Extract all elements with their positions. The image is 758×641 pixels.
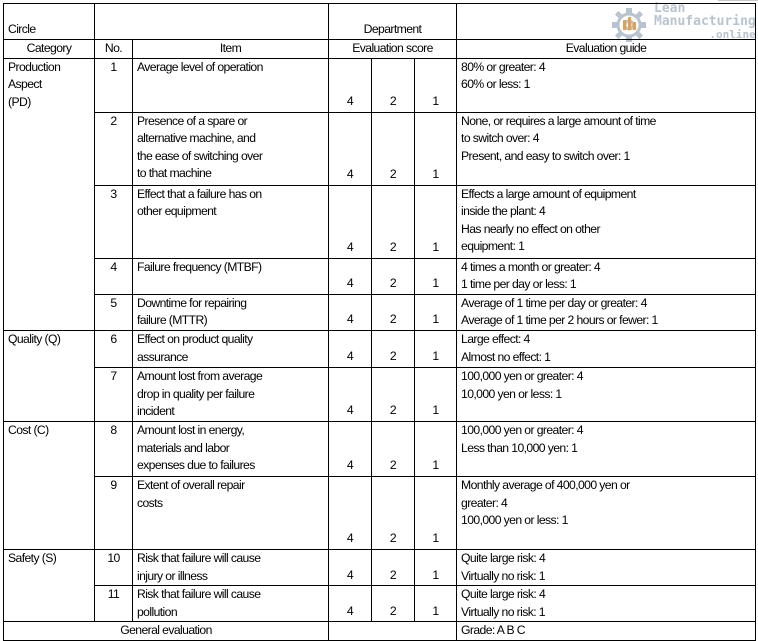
category-label: Safety (S) xyxy=(8,550,57,565)
score-value: 4 xyxy=(346,312,354,327)
item-text-cell xyxy=(133,476,329,549)
score-value: 2 xyxy=(389,458,397,473)
score-value: 2 xyxy=(389,94,397,108)
score-cell xyxy=(372,549,415,585)
score-cell xyxy=(372,185,415,258)
score-cell xyxy=(372,476,415,549)
score-value: 1 xyxy=(432,240,439,254)
guide-text-cell xyxy=(457,258,756,294)
item-text-cell xyxy=(133,294,329,330)
header-evaluation-score xyxy=(329,40,457,59)
header-department xyxy=(329,4,457,40)
guide-text: None, or requires a large amount of time to switch over: 4 Present, and easy to switch over: 1 xyxy=(461,113,656,163)
score-value: 4 xyxy=(346,349,354,364)
score-cell xyxy=(329,476,372,549)
score-value: 2 xyxy=(389,403,397,418)
score-cell xyxy=(329,330,372,367)
score-cell xyxy=(415,476,457,549)
row-number: 3 xyxy=(110,186,117,201)
score-cell xyxy=(415,112,457,185)
item-text-cell xyxy=(133,258,329,294)
row-number: 6 xyxy=(110,331,117,346)
score-cell xyxy=(372,586,415,622)
category-label: Cost (C) xyxy=(8,422,49,437)
row-number-cell xyxy=(95,549,133,585)
row-number: 7 xyxy=(110,368,117,383)
category-label: Quality (Q) xyxy=(8,331,61,346)
table-row xyxy=(4,421,756,476)
table-row xyxy=(4,185,756,258)
score-value: 1 xyxy=(432,312,439,327)
logo-line-3: .online xyxy=(709,28,756,41)
score-value: 2 xyxy=(389,603,397,618)
score-cell xyxy=(415,258,457,294)
score-cell xyxy=(415,330,457,367)
table-row xyxy=(4,112,756,185)
header-circle xyxy=(4,4,95,40)
score-cell xyxy=(372,421,415,476)
guide-text-cell xyxy=(457,185,756,258)
guide-text: 100,000 yen or greater: 4 10,000 yen or less: 1 xyxy=(461,368,583,401)
item-text-cell xyxy=(133,549,329,585)
score-cell xyxy=(415,367,457,421)
score-cell xyxy=(329,367,372,421)
item-text-cell xyxy=(133,421,329,476)
guide-text-cell xyxy=(457,58,756,112)
row-number-cell xyxy=(95,586,133,622)
header-no xyxy=(95,40,133,59)
score-value: 2 xyxy=(389,240,397,254)
score-value: 4 xyxy=(346,403,354,418)
category-cell xyxy=(4,58,95,330)
row-number: 11 xyxy=(107,587,120,602)
guide-text-cell xyxy=(457,367,756,421)
score-cell xyxy=(372,294,415,330)
header-blank xyxy=(95,4,329,40)
score-value: 1 xyxy=(432,94,439,108)
logo-line-2: Manufacturing xyxy=(654,14,756,29)
item-text: Amount lost in energy, materials and labor expenses due to failures xyxy=(137,422,255,473)
grade-cell xyxy=(457,622,756,641)
category-label: Production Aspect (PD) xyxy=(8,59,61,109)
header-no-label: No. xyxy=(104,41,123,55)
score-value: 2 xyxy=(389,531,397,546)
score-cell xyxy=(329,58,372,112)
category-cell xyxy=(4,330,95,421)
header-category-label: Category xyxy=(26,41,72,55)
score-cell xyxy=(372,58,415,112)
guide-text: 80% or greater: 4 60% or less: 1 xyxy=(461,59,545,92)
row-number-cell xyxy=(95,330,133,367)
score-cell xyxy=(415,294,457,330)
row-number-cell xyxy=(95,294,133,330)
table-row xyxy=(4,586,756,622)
guide-text: 4 times a month or greater: 4 1 time per day or less: 1 xyxy=(461,259,601,292)
score-cell xyxy=(372,367,415,421)
score-value: 4 xyxy=(346,167,354,181)
score-value: 2 xyxy=(389,349,397,364)
table-row xyxy=(4,258,756,294)
score-cell xyxy=(329,112,372,185)
score-value: 4 xyxy=(346,531,354,546)
guide-text-cell xyxy=(457,112,756,185)
guide-text: Monthly average of 400,000 yen or greater: 4 100,000 yen or less: 1 xyxy=(461,477,630,528)
header-row-bottom xyxy=(4,40,756,59)
guide-text-cell xyxy=(457,294,756,330)
table-row xyxy=(4,58,756,112)
score-cell xyxy=(329,586,372,622)
score-cell xyxy=(372,330,415,367)
score-cell xyxy=(415,185,457,258)
item-text: Average level of operation xyxy=(137,59,263,74)
item-text-cell xyxy=(133,330,329,367)
table-row xyxy=(4,476,756,549)
score-cell xyxy=(415,58,457,112)
guide-text-cell xyxy=(457,586,756,622)
score-value: 1 xyxy=(432,603,439,618)
table-row xyxy=(4,330,756,367)
header-row-top xyxy=(4,4,756,40)
score-value: 4 xyxy=(346,567,354,582)
guide-text: 100,000 yen or greater: 4 Less than 10,000 yen: 1 xyxy=(461,422,583,455)
guide-text: Effects a large amount of equipment inside the plant: 4 Has nearly no effect on other equipment: 1 xyxy=(461,186,636,254)
row-number: 4 xyxy=(110,259,117,274)
row-number-cell xyxy=(95,58,133,112)
general-evaluation-cell xyxy=(4,622,329,641)
score-value: 1 xyxy=(432,567,439,582)
score-value: 1 xyxy=(432,531,439,546)
score-value: 1 xyxy=(432,458,439,473)
table-row xyxy=(4,549,756,585)
grade-label: Grade: A B C xyxy=(461,623,525,638)
score-value: 1 xyxy=(432,349,439,364)
item-text: Effect on product quality assurance xyxy=(137,331,253,364)
header-evaluation-guide-label: Evaluation guide xyxy=(565,41,647,55)
guide-text: Average of 1 time per day or greater: 4 Average of 1 time per 2 hours or fewer: 1 xyxy=(461,295,658,328)
row-number: 5 xyxy=(110,295,117,310)
evaluation-table xyxy=(3,3,756,641)
score-value: 2 xyxy=(389,167,397,181)
score-cell xyxy=(372,258,415,294)
row-number-cell xyxy=(95,421,133,476)
score-value: 4 xyxy=(346,240,354,254)
score-cell xyxy=(415,586,457,622)
item-text: Downtime for repairing failure (MTTR) xyxy=(137,295,247,328)
item-text: Failure frequency (MTBF) xyxy=(137,259,262,274)
score-value: 1 xyxy=(432,167,439,181)
row-number-cell xyxy=(95,185,133,258)
score-value: 2 xyxy=(389,312,397,327)
guide-text: Quite large risk: 4 Virtually no risk: 1 xyxy=(461,587,546,619)
score-cell xyxy=(329,549,372,585)
header-circle-label: Circle xyxy=(8,22,36,37)
row-number: 10 xyxy=(107,550,120,565)
score-value: 1 xyxy=(432,276,439,291)
item-text: Risk that failure will cause pollution xyxy=(137,587,261,619)
header-item xyxy=(133,40,329,59)
score-cell xyxy=(415,421,457,476)
header-department-label: Department xyxy=(363,22,422,37)
score-value: 4 xyxy=(346,458,354,473)
row-number: 2 xyxy=(110,113,117,128)
row-number-cell xyxy=(95,258,133,294)
guide-text: Quite large risk: 4 Virtually no risk: 1 xyxy=(461,550,546,583)
guide-text-cell xyxy=(457,549,756,585)
item-text-cell xyxy=(133,58,329,112)
score-cell xyxy=(329,294,372,330)
score-cell xyxy=(329,185,372,258)
row-number: 9 xyxy=(110,477,117,492)
header-blank-guide xyxy=(457,1,756,40)
guide-text-cell xyxy=(457,421,756,476)
row-number-cell xyxy=(95,367,133,421)
item-text-cell xyxy=(133,586,329,622)
score-value: 4 xyxy=(346,276,354,291)
score-value: 4 xyxy=(346,94,354,108)
general-evaluation-row xyxy=(4,622,756,641)
header-item-label: Item xyxy=(219,41,242,55)
item-text: Presence of a spare or alternative machine, and the ease of switching over to that machine xyxy=(137,113,263,181)
header-evaluation-score-label: Evaluation score xyxy=(352,41,433,55)
general-evaluation-blank xyxy=(329,622,457,641)
item-text-cell xyxy=(133,367,329,421)
table-row xyxy=(4,367,756,421)
logo-line-1: Lean xyxy=(654,1,686,16)
item-text-cell xyxy=(133,112,329,185)
score-cell xyxy=(415,549,457,585)
item-text: Risk that failure will cause injury or illness xyxy=(137,550,261,583)
score-cell xyxy=(329,258,372,294)
item-text: Extent of overall repair costs xyxy=(137,477,245,510)
score-value: 4 xyxy=(346,603,354,618)
table-row xyxy=(4,294,756,330)
score-value: 2 xyxy=(389,567,397,582)
category-cell xyxy=(4,421,95,549)
general-evaluation-label: General evaluation xyxy=(120,623,212,638)
item-text: Effect that a failure has on other equipment xyxy=(137,186,262,219)
score-value: 1 xyxy=(432,403,439,418)
score-cell xyxy=(372,112,415,185)
header-evaluation-guide xyxy=(457,40,756,59)
guide-text: Large effect: 4 Almost no effect: 1 xyxy=(461,331,551,364)
row-number-cell xyxy=(95,112,133,185)
guide-text-cell xyxy=(457,330,756,367)
score-value: 2 xyxy=(389,276,397,291)
row-number: 8 xyxy=(110,422,117,437)
guide-text-cell xyxy=(457,476,756,549)
row-number: 1 xyxy=(110,59,117,74)
row-number-cell xyxy=(95,476,133,549)
score-cell xyxy=(329,421,372,476)
header-category xyxy=(4,40,95,59)
item-text: Amount lost from average drop in quality per failure incident xyxy=(137,368,263,419)
item-text-cell xyxy=(133,185,329,258)
category-cell xyxy=(4,549,95,621)
